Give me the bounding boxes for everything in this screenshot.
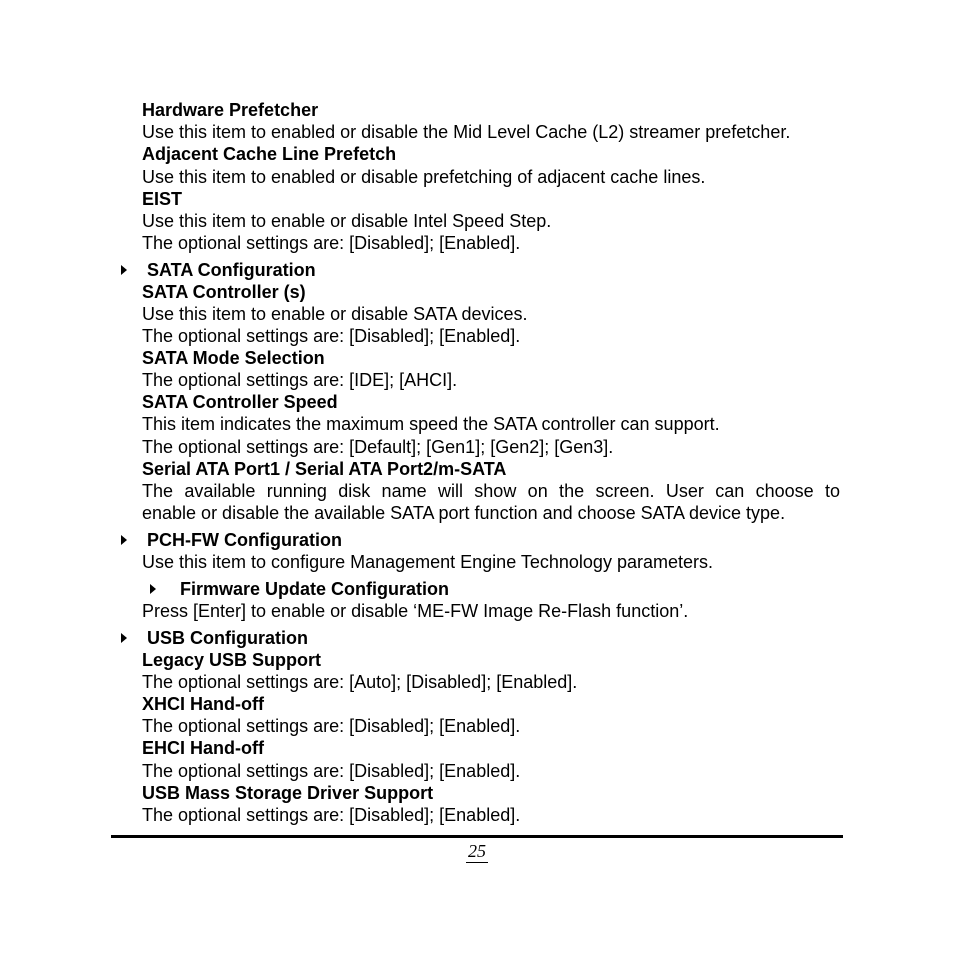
- sata-speed-options: The optional settings are: [Default]; [Gen1]; [Gen2]; [Gen3].: [142, 437, 614, 457]
- usb-configuration-title: USB Configuration: [147, 628, 308, 648]
- firmware-update-title: Firmware Update Configuration: [180, 579, 450, 599]
- pch-fw-configuration-title: PCH-FW Configuration: [147, 530, 342, 550]
- eist-desc: Use this item to enable or disable Intel Speed Step.: [142, 211, 552, 231]
- firmware-update-desc: Press [Enter] to enable or disable ‘ME-FW Image Re-Flash function’.: [142, 601, 689, 621]
- sata-mode-heading: SATA Mode Selection: [142, 348, 325, 368]
- sata-configuration-arrow-icon: [121, 265, 127, 275]
- eist-options: The optional settings are: [Disabled]; [Enabled].: [142, 233, 521, 253]
- pch-fw-configuration-desc: Use this item to configure Management Engine Technology parameters.: [142, 552, 713, 572]
- footer-rule: [111, 835, 843, 838]
- legacy-usb-heading: Legacy USB Support: [142, 650, 322, 670]
- sata-controller-options: The optional settings are: [Disabled]; [Enabled].: [142, 326, 521, 346]
- xhci-heading: XHCI Hand-off: [142, 694, 264, 714]
- sata-controller-heading: SATA Controller (s): [142, 282, 306, 302]
- sata-ports-heading: Serial ATA Port1 / Serial ATA Port2/m-SATA: [142, 459, 507, 479]
- sata-configuration-title: SATA Configuration: [147, 260, 316, 280]
- adjacent-cache-heading: Adjacent Cache Line Prefetch: [142, 144, 397, 164]
- page-number: 25: [468, 841, 486, 861]
- mass-storage-heading: USB Mass Storage Driver Support: [142, 783, 434, 803]
- sata-speed-desc: This item indicates the maximum speed the SATA controller can support.: [142, 414, 720, 434]
- ehci-heading: EHCI Hand-off: [142, 738, 264, 758]
- usb-configuration-arrow-icon: [121, 633, 127, 643]
- mass-storage-options: The optional settings are: [Disabled]; [Enabled].: [142, 805, 521, 825]
- pch-fw-configuration-arrow-icon: [121, 535, 127, 545]
- sata-ports-desc-line2: enable or disable the available SATA port function and choose SATA device type.: [142, 503, 786, 523]
- adjacent-cache-desc: Use this item to enabled or disable prefetching of adjacent cache lines.: [142, 167, 706, 187]
- eist-heading: EIST: [142, 189, 183, 209]
- sata-mode-options: The optional settings are: [IDE]; [AHCI].: [142, 370, 458, 390]
- hardware-prefetcher-desc: Use this item to enabled or disable the Mid Level Cache (L2) streamer prefetcher.: [142, 122, 791, 142]
- firmware-update-arrow-icon: [150, 584, 156, 594]
- ehci-options: The optional settings are: [Disabled]; [Enabled].: [142, 761, 521, 781]
- sata-controller-desc: Use this item to enable or disable SATA devices.: [142, 304, 528, 324]
- xhci-options: The optional settings are: [Disabled]; [Enabled].: [142, 716, 521, 736]
- legacy-usb-options: The optional settings are: [Auto]; [Disabled]; [Enabled].: [142, 672, 578, 692]
- sata-ports-desc-line1: The available running disk name will show on the screen. User can choose to: [142, 481, 840, 501]
- hardware-prefetcher-heading: Hardware Prefetcher: [142, 100, 319, 120]
- sata-speed-heading: SATA Controller Speed: [142, 392, 338, 412]
